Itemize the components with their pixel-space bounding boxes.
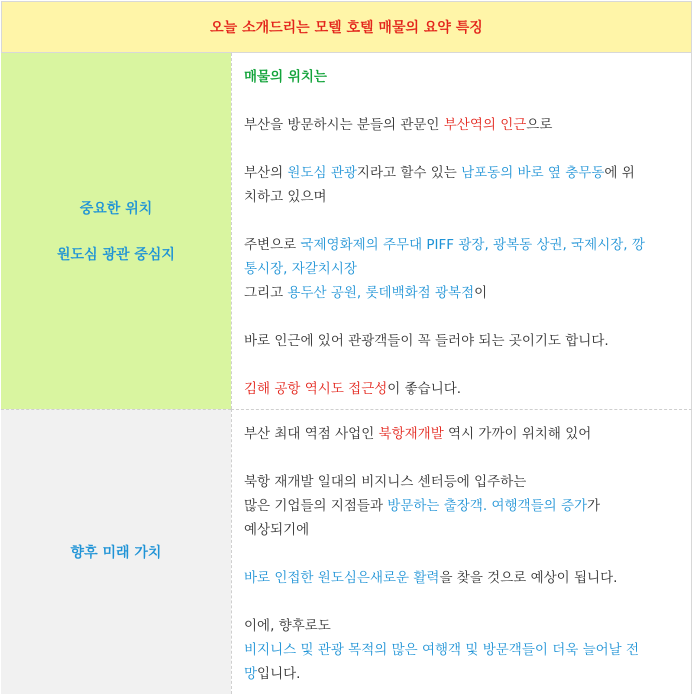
table-title: 오늘 소개드리는 모텔 호텔 매물의 요약 특징 [1, 1, 692, 53]
highlight-span: 김해 공항 역시도 접근성 [244, 381, 388, 397]
text-span: 주변으로 [244, 237, 301, 253]
location-line-2 [244, 161, 681, 185]
location-line-5: 통시장, 자갈치시장 [244, 261, 357, 277]
text-span: 부산을 방문하시는 분들의 관문인 [244, 117, 444, 133]
highlight-span: 방문하는 출장객. 여행객들의 증가 [387, 498, 588, 514]
future-line-2: 북항 재개발 일대의 비지니스 센터등에 입주하는 [244, 474, 527, 490]
text-span: 그리고 [244, 285, 288, 301]
location-label-secondary: 원도심 광관 중심지 [57, 247, 175, 263]
location-line-6 [244, 281, 681, 305]
text-span: 역시 가까이 위치해 있어 [443, 426, 592, 442]
future-value-label: 향후 미래 가치 [70, 545, 162, 561]
text-span: 지라고 할수 있는 [356, 165, 462, 181]
future-value-row [1, 409, 692, 694]
future-line-1 [244, 422, 681, 446]
text-span: 부산의 [244, 165, 288, 181]
highlight-span: 부산역의 인근 [443, 117, 527, 133]
highlight-span: 바로 인접한 원도심은새로운 활력 [244, 570, 440, 586]
location-line-8 [244, 377, 681, 401]
highlight-span: 용두산 공원, 롯데백화점 광복점 [287, 285, 475, 301]
future-value-label-cell [1, 409, 231, 694]
future-line-7: 비지니스 및 관광 목적의 많은 여행객 및 방문객들이 더욱 늘어날 전 [244, 642, 640, 658]
future-line-5 [244, 566, 681, 590]
highlight-span: 망 [244, 666, 258, 682]
text-span: 이 [474, 285, 488, 301]
text-span: 을 찾을 것으로 예상이 됩니다. [439, 570, 618, 586]
highlight-span: 원도심 관광 [287, 165, 357, 181]
text-span: 으로 [526, 117, 553, 133]
location-line-3: 치하고 있으며 [244, 189, 327, 205]
highlight-span: 북항재개발 [378, 426, 444, 442]
future-line-4: 예상되기에 [244, 522, 310, 538]
location-line-4 [244, 233, 681, 257]
future-line-3 [244, 494, 681, 518]
location-description-cell [231, 53, 692, 409]
text-span: 이 좋습니다. [387, 381, 462, 397]
location-heading: 매물의 위치는 [244, 69, 327, 85]
future-line-6: 이에, 향후로도 [244, 618, 331, 634]
text-span: 입니다. [257, 666, 301, 682]
location-line-1 [244, 113, 681, 137]
future-line-8 [244, 662, 681, 686]
text-span: 에 위 [604, 165, 635, 181]
location-label-primary: 중요한 위치 [79, 201, 153, 217]
text-span: 부산 최대 역점 사업인 [244, 426, 379, 442]
location-row [1, 53, 692, 409]
text-span: 많은 기업들의 지점들과 [244, 498, 388, 514]
highlight-span: 국제영화제의 주무대 PIFF 광장, 광복동 상권, 국제시장, 깡 [300, 237, 645, 253]
location-line-7: 바로 인근에 있어 관광객들이 꼭 들러야 되는 곳이기도 합니다. [244, 333, 609, 349]
location-label-cell [1, 53, 231, 409]
text-span: 가 [587, 498, 601, 514]
highlight-span: 남포동의 바로 옆 충무동 [461, 165, 605, 181]
future-value-description-cell [231, 409, 692, 694]
